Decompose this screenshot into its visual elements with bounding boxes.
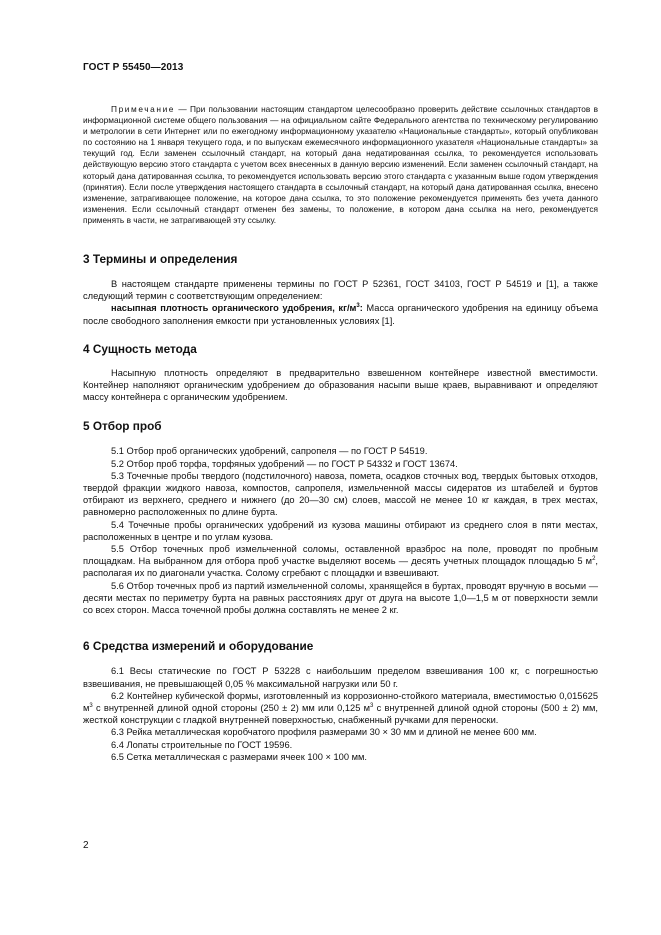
clause-6-2-part-a: 6.2 Контейнер кубической формы, изготовленный из коррозионно-стойкого материала, вместимостью 0,015625 м — [83, 690, 598, 713]
note-label: Примечание — [111, 104, 176, 114]
clause-6-4: 6.4 Лопаты строительные по ГОСТ 19596. — [111, 739, 293, 750]
section-3-paragraph: В настоящем стандарте применены термины по ГОСТ Р 52361, ГОСТ 34103, ГОСТ Р 54519 и [1], а также следующий термин с соответствующим определением: — [83, 279, 598, 302]
clause-5-5-part-b: , располагая их по диагонали участка. Солому сгребают с площадки и взвешивают. — [83, 556, 598, 579]
term-definition — [83, 302, 598, 326]
section-6-title: 6 Средства измерений и оборудование — [83, 639, 314, 654]
term-name — [111, 303, 363, 313]
term-colon: : — [359, 303, 363, 314]
clause-6-2-part-c: с внутренней длиной одной стороны (500 ± 2) мм, жесткой конструкции с гладкой внутренней поверхностью, снабженный ручками для переноски. — [83, 702, 598, 726]
clause-6-2 — [83, 690, 598, 727]
page-header: ГОСТ Р 55450—2013 — [83, 62, 184, 73]
clause-6-3: 6.3 Рейка металлическая коробчатого профиля размерами 30 × 30 мм и длиной не менее 600 мм. — [111, 727, 537, 738]
clause-5-5-part-a: 5.5 Отбор точечных проб измельченной соломы, оставленной вразброс на поле, проводят по пробным площадкам. На выбранном для отбора проб участке выделяют восемь — десять учетных площадок площадью 5 м — [83, 544, 598, 567]
clause-5-4: 5.4 Точечные пробы органических удобрений из кузова машины отбирают из среднего слоя в пяти местах, расположенных в центре и по углам кузова. — [83, 519, 598, 542]
note-text: — При пользовании настоящим стандартом целесообразно проверить действие ссылочных стандартов в информационной системе общего пользования — на официальном сайте Федерального агентства по техническому регулированию и метрологии в сети Интернет или по ежегодному информационному указателю «Национальные стандарты», который опубликован по состоянию на 1 января текущего года, и по выпускам ежемесячного информационного указателя «Национальные стандарты» за текущий год. Если заменен ссылочный стандарт, на который дана недатированная ссылка, то рекомендуется использовать действующую версию этого стандарта с учетом всех внесенных в данную версию изменений. Если заменен ссылочный стандарт, на который дана датированная ссылка, то рекомендуется использовать версию этого стандарта с указанным выше годом утверждения (принятия). Если после утверждения настоящего стандарта в ссылочный стандарт, на который дана датированная ссылка, внесено изменение, затрагивающее положение, на которое дана ссылка, то это положение рекомендуется применять без учета данного изменения. Если ссылочный стандарт отменен без замены, то положение, в котором дана ссылка на него, рекомендуется применять в части, не затрагивающей эту ссылку. — [83, 104, 598, 225]
clause-5-5-superscript: 2 — [592, 556, 596, 563]
clause-6-2-superscript-2: 3 — [370, 702, 374, 709]
term-superscript: 3 — [356, 303, 360, 310]
term-text: насыпная плотность органического удобрения, кг/м — [111, 303, 357, 314]
clause-5-5 — [83, 543, 598, 580]
clause-5-6: 5.6 Отбор точечных проб из партий измельченной соломы, хранящейся в буртах, проводят вручную в восьми — десяти местах по периметру бурта на равных расстояниях друг от друга на высоте 1,0—1,5 м от поверхности земли со всех сторон. Масса точечной пробы должна составлять не менее 2 кг. — [83, 580, 598, 616]
section-4-paragraph: Насыпную плотность определяют в предварительно взвешенном контейнере известной вместимости. Контейнер наполняют органическим удобрением до образования насыпи выше краев, выравнивают и определяют массу контейнера с органическим удобрением. — [83, 367, 598, 403]
clause-5-3: 5.3 Точечные пробы твердого (подстилочного) навоза, помета, осадков сточных вод, твердых бытовых отходов, твердой фракции жидкого навоза, компостов, сапропеля, измельченной массы сидератов из штабелей и буртов отбирают из верхнего, среднего и нижнего (до 20—30 см) слоев, массой не менее 10 кг каждая, в трех местах, равномерно расположенных по длине бурта. — [83, 470, 598, 518]
clause-5-2: 5.2 Отбор проб торфа, торфяных удобрений — по ГОСТ Р 54332 и ГОСТ 13674. — [111, 458, 458, 469]
section-5-title: 5 Отбор проб — [83, 419, 162, 434]
page-number: 2 — [83, 840, 89, 851]
section-3-title: 3 Термины и определения — [83, 252, 238, 267]
clause-6-5: 6.5 Сетка металлическая с размерами ячеек 100 × 100 мм. — [111, 751, 367, 762]
definition-text: Масса органического удобрения на единицу объема после свободного заполнения емкости при установленных условиях [1]. — [83, 303, 598, 326]
page-content — [83, 104, 598, 763]
clause-5-1: 5.1 Отбор проб органических удобрений, сапропеля — по ГОСТ Р 54519. — [111, 446, 428, 457]
clause-6-2-superscript-1: 3 — [89, 702, 93, 709]
clause-6-1: 6.1 Весы статические по ГОСТ Р 53228 с наибольшим пределом взвешивания 100 кг, с погрешностью взвешивания, не превышающей 0,05 % максимальной нагрузки или 50 г. — [83, 666, 598, 689]
note-paragraph — [83, 104, 598, 226]
section-4-title: 4 Сущность метода — [83, 341, 197, 356]
clause-6-2-part-b: с внутренней длиной одной стороны (250 ± 2) мм или 0,125 м — [92, 702, 370, 713]
